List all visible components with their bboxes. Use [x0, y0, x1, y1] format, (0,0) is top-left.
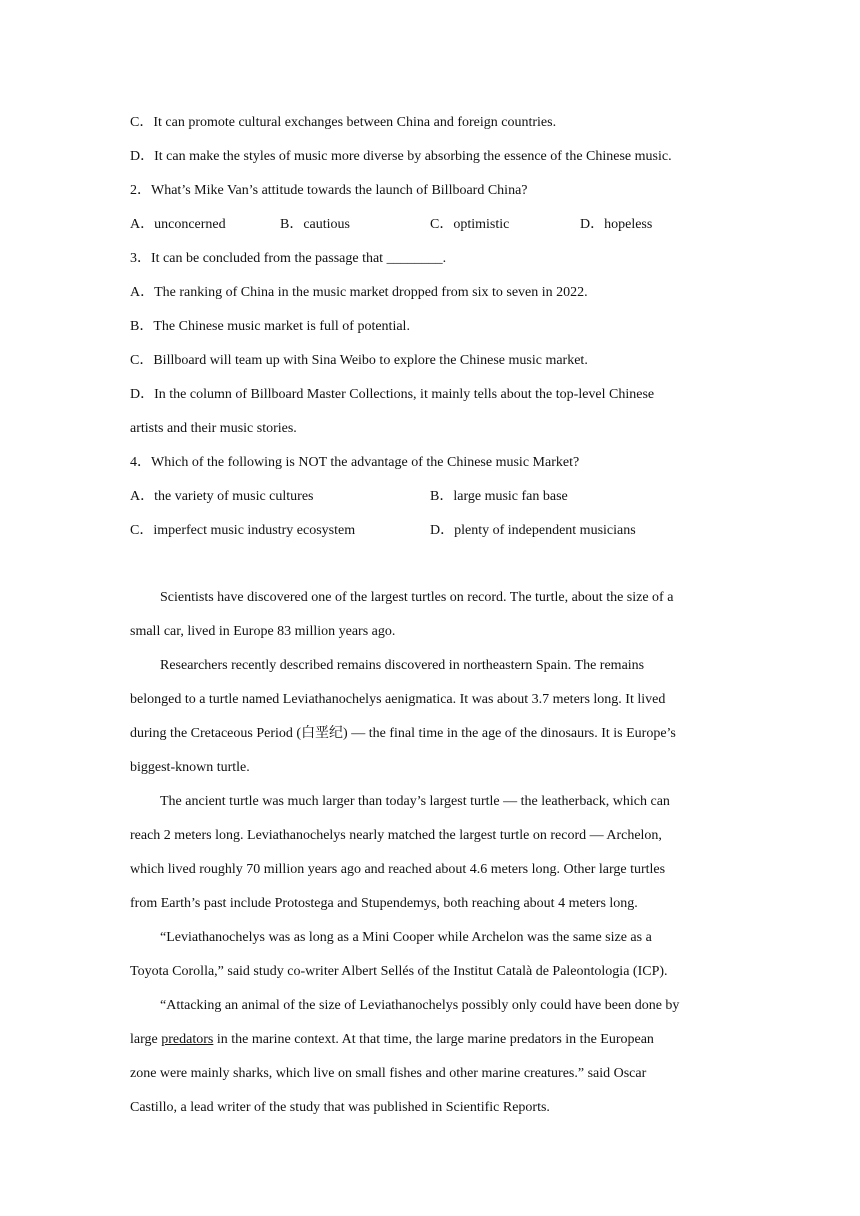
q2-option-c: C．optimistic: [430, 217, 510, 232]
passage-p5-line4: Castillo, a lead writer of the study that was published in Scientific Reports.: [130, 1100, 550, 1115]
q3-option-a: A．The ranking of China in the music market dropped from six to seven in 2022.: [130, 285, 588, 300]
passage-p2-line1: Researchers recently described remains discovered in northeastern Spain. The remains: [160, 658, 645, 673]
q4-option-c: C．imperfect music industry ecosystem: [130, 523, 356, 538]
q4-options-row2: [130, 514, 730, 548]
passage-p5-line2: [130, 1023, 730, 1057]
section-gap: [130, 548, 730, 581]
q2-options: [130, 208, 730, 242]
q4-option-a: A．the variety of music cultures: [130, 489, 314, 504]
passage-p3-line1: The ancient turtle was much larger than today’s largest turtle — the leatherback, which can: [160, 794, 670, 809]
q3-option-b: B．The Chinese music market is full of potential.: [130, 319, 410, 334]
passage-p2-line3: during the Cretaceous Period (白垩纪) — the final time in the age of the dinosaurs. It is Europe’s: [130, 726, 676, 741]
passage: [130, 581, 730, 1125]
passage-p1-line1: Scientists have discovered one of the largest turtles on record. The turtle, about the size of a: [160, 590, 674, 605]
q4-stem: 4．Which of the following is NOT the advantage of the Chinese music Market?: [130, 455, 580, 470]
q2-stem: 2．What’s Mike Van’s attitude towards the launch of Billboard China?: [130, 183, 528, 198]
q3-option-d-line2: artists and their music stories.: [130, 421, 297, 436]
passage-p5-line3: zone were mainly sharks, which live on small fishes and other marine creatures.” said Oscar: [130, 1066, 647, 1081]
q2-option-b: B．cautious: [280, 217, 350, 232]
q4-options-row1: [130, 480, 730, 514]
q3-option-d-line1: D．In the column of Billboard Master Collections, it mainly tells about the top-level Chinese: [130, 387, 655, 402]
passage-p3-line3: which lived roughly 70 million years ago and reached about 4.6 meters long. Other large turtles: [130, 862, 666, 877]
underlined-word-predators: predators: [161, 1032, 214, 1047]
passage-p5-line2-post: in the marine context. At that time, the large marine predators in the European: [213, 1032, 654, 1047]
passage-p3-line4: from Earth’s past include Protostega and Stupendemys, both reaching about 4 meters long.: [130, 896, 638, 911]
passage-p3-line2: reach 2 meters long. Leviathanochelys nearly matched the largest turtle on record — Archelon,: [130, 828, 662, 843]
passage-p2-line4: biggest-known turtle.: [130, 760, 250, 775]
q1-option-d: D．It can make the styles of music more diverse by absorbing the essence of the Chinese music.: [130, 149, 672, 164]
passage-p2-line2: belonged to a turtle named Leviathanochelys aenigmatica. It was about 3.7 meters long. It lived: [130, 692, 666, 707]
passage-p1-line2: small car, lived in Europe 83 million years ago.: [130, 624, 396, 639]
passage-p5-line1: “Attacking an animal of the size of Leviathanochelys possibly only could have been done by: [160, 998, 680, 1013]
passage-p4-line1: “Leviathanochelys was as long as a Mini Cooper while Archelon was the same size as a: [160, 930, 652, 945]
passage-p4-line2: Toyota Corolla,” said study co-writer Albert Sellés of the Institut Català de Paleontologia (ICP).: [130, 964, 668, 979]
document-page: [130, 106, 730, 1125]
q4-option-b: B．large music fan base: [430, 489, 568, 504]
passage-p5-line2-pre: large: [130, 1032, 162, 1047]
q4-option-d: D．plenty of independent musicians: [430, 523, 636, 538]
q1-option-c: C．It can promote cultural exchanges between China and foreign countries.: [130, 115, 557, 130]
q2-option-d: D．hopeless: [580, 217, 653, 232]
q2-option-a: A．unconcerned: [130, 217, 226, 232]
q3-stem: 3．It can be concluded from the passage that ________.: [130, 251, 447, 266]
q3-option-c: C．Billboard will team up with Sina Weibo to explore the Chinese music market.: [130, 353, 588, 368]
